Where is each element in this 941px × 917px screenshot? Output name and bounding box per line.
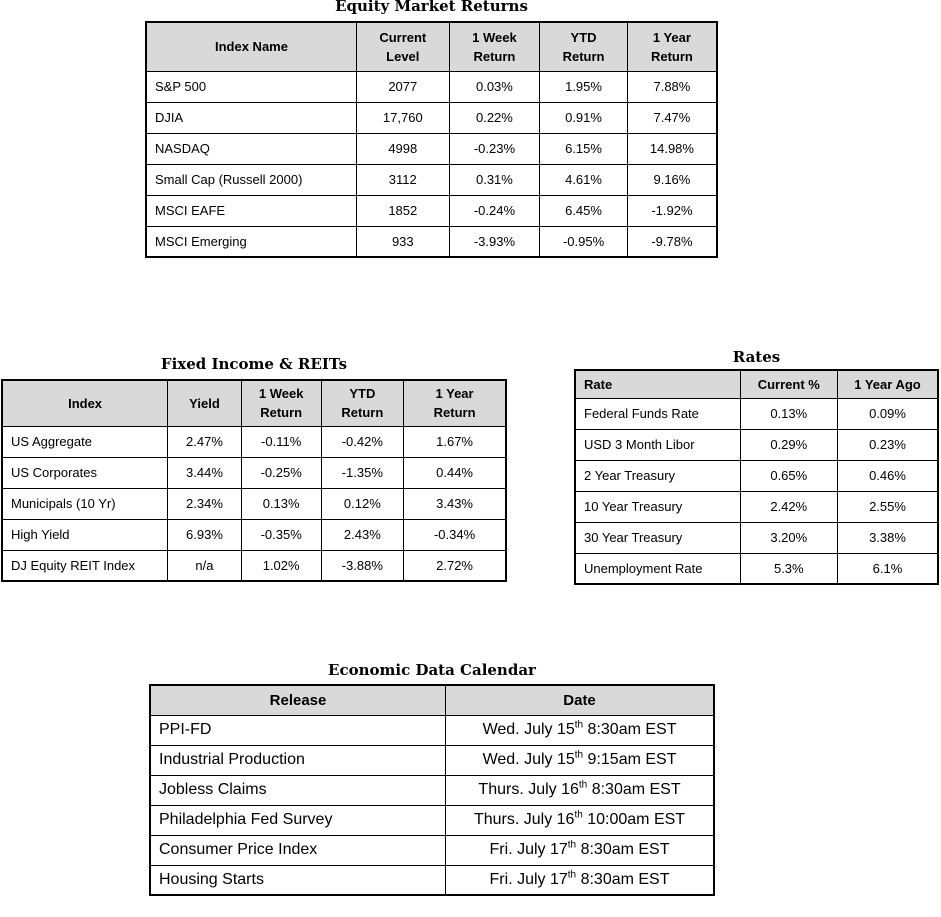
- year-ago-rate-cell: 0.23%: [838, 429, 939, 460]
- release-name-cell: Jobless Claims: [150, 775, 446, 805]
- ytd-return-cell: -1.35%: [321, 457, 404, 488]
- table-row: [2, 426, 506, 457]
- release-date-cell: Thurs. July 16th 10:00am EST: [446, 805, 714, 835]
- yield-cell: 3.44%: [168, 457, 242, 488]
- calendar-table-title: Economic Data Calendar: [328, 661, 536, 679]
- index-name-cell: High Yield: [2, 519, 168, 550]
- year-return-cell: -0.34%: [404, 519, 506, 550]
- ytd-return-cell: 1.95%: [540, 71, 628, 102]
- rates-header-year-ago: 1 Year Ago: [838, 370, 939, 398]
- table-row: [575, 553, 938, 584]
- yield-cell: 2.47%: [168, 426, 242, 457]
- equity-table-title: Equity Market Returns: [335, 0, 528, 15]
- index-name-cell: US Aggregate: [2, 426, 168, 457]
- yield-cell: 2.34%: [168, 488, 242, 519]
- level-cell: 1852: [356, 195, 449, 226]
- ytd-return-cell: 6.15%: [540, 133, 628, 164]
- year-return-cell: -9.78%: [627, 226, 717, 257]
- table-row: [150, 865, 714, 895]
- week-return-cell: -0.23%: [449, 133, 540, 164]
- current-rate-cell: 0.13%: [740, 398, 837, 429]
- table-row: [575, 460, 938, 491]
- economic-calendar-table: [149, 684, 715, 896]
- year-return-cell: 9.16%: [627, 164, 717, 195]
- week-return-cell: -0.35%: [241, 519, 321, 550]
- fi-header-1-year: 1 Year Return: [404, 380, 506, 426]
- calendar-header-date: Date: [446, 685, 714, 715]
- rate-name-cell: Federal Funds Rate: [575, 398, 740, 429]
- current-rate-cell: 5.3%: [740, 553, 837, 584]
- level-cell: 2077: [356, 71, 449, 102]
- year-return-cell: 7.88%: [627, 71, 717, 102]
- rates-header-rate: Rate: [575, 370, 740, 398]
- year-return-cell: 7.47%: [627, 102, 717, 133]
- ytd-return-cell: -0.42%: [321, 426, 404, 457]
- current-rate-cell: 0.65%: [740, 460, 837, 491]
- equity-header-current-level: Current Level: [356, 22, 449, 71]
- rate-name-cell: USD 3 Month Libor: [575, 429, 740, 460]
- week-return-cell: -0.11%: [241, 426, 321, 457]
- table-row: [150, 745, 714, 775]
- table-row: [575, 522, 938, 553]
- week-return-cell: -0.24%: [449, 195, 540, 226]
- rates-table: [574, 369, 939, 585]
- table-row: [146, 195, 717, 226]
- yield-cell: 6.93%: [168, 519, 242, 550]
- week-return-cell: 1.02%: [241, 550, 321, 581]
- table-row: [2, 550, 506, 581]
- level-cell: 4998: [356, 133, 449, 164]
- calendar-header-release: Release: [150, 685, 446, 715]
- year-ago-rate-cell: 2.55%: [838, 491, 939, 522]
- week-return-cell: -0.25%: [241, 457, 321, 488]
- table-row: [146, 133, 717, 164]
- ytd-return-cell: -0.95%: [540, 226, 628, 257]
- index-name-cell: US Corporates: [2, 457, 168, 488]
- rates-header-current: Current %: [740, 370, 837, 398]
- equity-header-index-name: Index Name: [146, 22, 356, 71]
- release-name-cell: Housing Starts: [150, 865, 446, 895]
- index-name-cell: NASDAQ: [146, 133, 356, 164]
- fi-header-1-week: 1 Week Return: [241, 380, 321, 426]
- table-row: [2, 519, 506, 550]
- index-name-cell: Municipals (10 Yr): [2, 488, 168, 519]
- fixed-income-table: [1, 379, 507, 582]
- equity-header-row: [146, 22, 717, 71]
- release-name-cell: PPI-FD: [150, 715, 446, 745]
- week-return-cell: -3.93%: [449, 226, 540, 257]
- ytd-return-cell: 0.91%: [540, 102, 628, 133]
- rate-name-cell: 10 Year Treasury: [575, 491, 740, 522]
- week-return-cell: 0.31%: [449, 164, 540, 195]
- index-name-cell: DJ Equity REIT Index: [2, 550, 168, 581]
- rates-table-title: Rates: [732, 348, 781, 366]
- index-name-cell: S&P 500: [146, 71, 356, 102]
- rates-header-row: [575, 370, 938, 398]
- ytd-return-cell: -3.88%: [321, 550, 404, 581]
- year-return-cell: 1.67%: [404, 426, 506, 457]
- ytd-return-cell: 2.43%: [321, 519, 404, 550]
- level-cell: 17,760: [356, 102, 449, 133]
- release-date-cell: Fri. July 17th 8:30am EST: [446, 865, 714, 895]
- table-row: [575, 398, 938, 429]
- week-return-cell: 0.22%: [449, 102, 540, 133]
- table-row: [146, 102, 717, 133]
- index-name-cell: MSCI Emerging: [146, 226, 356, 257]
- equity-header-ytd: YTD Return: [540, 22, 628, 71]
- calendar-header-row: [150, 685, 714, 715]
- index-name-cell: DJIA: [146, 102, 356, 133]
- equity-returns-table: [145, 21, 718, 258]
- current-rate-cell: 2.42%: [740, 491, 837, 522]
- fi-header-yield: Yield: [168, 380, 242, 426]
- table-row: [575, 491, 938, 522]
- current-rate-cell: 3.20%: [740, 522, 837, 553]
- year-return-cell: -1.92%: [627, 195, 717, 226]
- year-return-cell: 0.44%: [404, 457, 506, 488]
- rate-name-cell: 2 Year Treasury: [575, 460, 740, 491]
- rate-name-cell: 30 Year Treasury: [575, 522, 740, 553]
- rate-name-cell: Unemployment Rate: [575, 553, 740, 584]
- index-name-cell: Small Cap (Russell 2000): [146, 164, 356, 195]
- fi-header-ytd: YTD Return: [321, 380, 404, 426]
- table-row: [150, 805, 714, 835]
- release-name-cell: Consumer Price Index: [150, 835, 446, 865]
- ytd-return-cell: 0.12%: [321, 488, 404, 519]
- table-row: [146, 226, 717, 257]
- release-date-cell: Fri. July 17th 8:30am EST: [446, 835, 714, 865]
- release-name-cell: Industrial Production: [150, 745, 446, 775]
- fixed-income-table-title: Fixed Income & REITs: [160, 355, 348, 373]
- fixed-income-header-row: [2, 380, 506, 426]
- level-cell: 3112: [356, 164, 449, 195]
- equity-header-1-week: 1 Week Return: [449, 22, 540, 71]
- table-row: [575, 429, 938, 460]
- table-row: [2, 457, 506, 488]
- week-return-cell: 0.13%: [241, 488, 321, 519]
- table-row: [146, 71, 717, 102]
- release-date-cell: Wed. July 15th 9:15am EST: [446, 745, 714, 775]
- table-row: [150, 775, 714, 805]
- current-rate-cell: 0.29%: [740, 429, 837, 460]
- ytd-return-cell: 4.61%: [540, 164, 628, 195]
- release-date-cell: Thurs. July 16th 8:30am EST: [446, 775, 714, 805]
- year-ago-rate-cell: 6.1%: [838, 553, 939, 584]
- year-ago-rate-cell: 3.38%: [838, 522, 939, 553]
- fi-header-index: Index: [2, 380, 168, 426]
- level-cell: 933: [356, 226, 449, 257]
- year-return-cell: 3.43%: [404, 488, 506, 519]
- year-ago-rate-cell: 0.09%: [838, 398, 939, 429]
- index-name-cell: MSCI EAFE: [146, 195, 356, 226]
- table-row: [146, 164, 717, 195]
- week-return-cell: 0.03%: [449, 71, 540, 102]
- ytd-return-cell: 6.45%: [540, 195, 628, 226]
- year-ago-rate-cell: 0.46%: [838, 460, 939, 491]
- table-row: [2, 488, 506, 519]
- equity-header-1-year: 1 Year Return: [627, 22, 717, 71]
- year-return-cell: 14.98%: [627, 133, 717, 164]
- table-row: [150, 835, 714, 865]
- yield-cell: n/a: [168, 550, 242, 581]
- release-name-cell: Philadelphia Fed Survey: [150, 805, 446, 835]
- release-date-cell: Wed. July 15th 8:30am EST: [446, 715, 714, 745]
- year-return-cell: 2.72%: [404, 550, 506, 581]
- table-row: [150, 715, 714, 745]
